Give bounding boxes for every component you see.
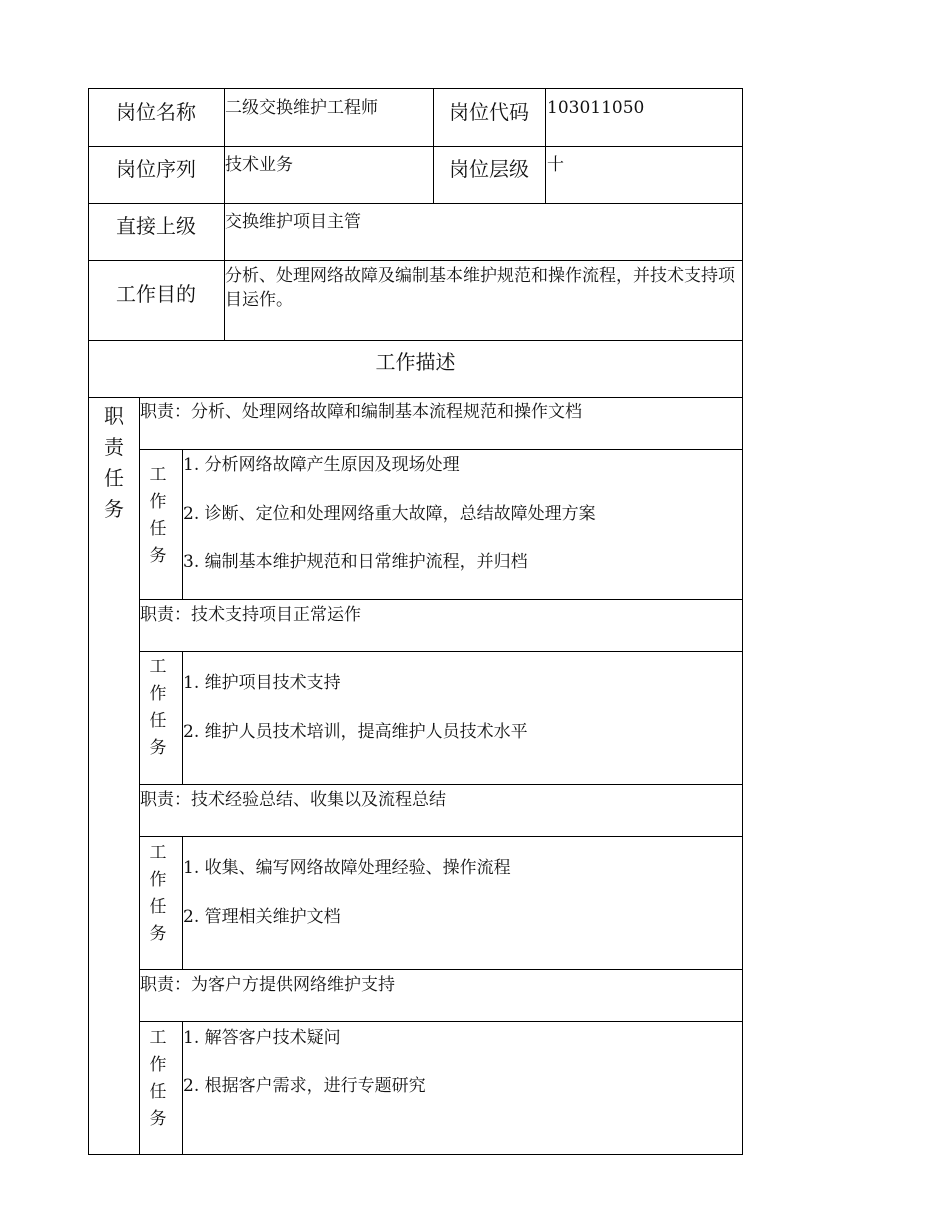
post-code-label: 岗位代码 bbox=[449, 100, 529, 124]
task-label: 工 作 任 务 bbox=[149, 465, 167, 566]
purpose-label: 工作目的 bbox=[116, 282, 196, 306]
supervisor-label: 直接上级 bbox=[116, 214, 196, 238]
col-divider bbox=[545, 88, 546, 203]
task-item: 1. 分析网络故障产生原因及现场处理 bbox=[183, 455, 460, 475]
task-item: 2. 诊断、定位和处理网络重大故障，总结故障处理方案 bbox=[183, 504, 596, 524]
row-divider bbox=[88, 203, 743, 204]
post-level-value: 十 bbox=[547, 155, 564, 175]
row-divider bbox=[139, 784, 743, 785]
task-item: 2. 管理相关维护文档 bbox=[183, 907, 341, 927]
post-code-value: 103011050 bbox=[547, 98, 645, 118]
row-divider bbox=[139, 651, 743, 652]
duty-section-label: 职 责 任 务 bbox=[104, 404, 124, 521]
purpose-value: 分析、处理网络故障及编制基本维护规范和操作流程，并技术支持项目运作。 bbox=[225, 266, 735, 310]
task-label: 工 作 任 务 bbox=[149, 1028, 167, 1129]
post-series-value: 技术业务 bbox=[225, 155, 293, 175]
duty-title: 职责：技术支持项目正常运作 bbox=[140, 605, 361, 625]
row-divider bbox=[139, 449, 743, 450]
duty-title: 职责：技术经验总结、收集以及流程总结 bbox=[140, 790, 446, 810]
row-divider bbox=[88, 146, 743, 147]
task-item: 2. 维护人员技术培训，提高维护人员技术水平 bbox=[183, 722, 528, 742]
duty-title: 职责：分析、处理网络故障和编制基本流程规范和操作文档 bbox=[140, 402, 582, 422]
row-divider bbox=[139, 599, 743, 600]
post-level-label: 岗位层级 bbox=[449, 157, 529, 181]
supervisor-value: 交换维护项目主管 bbox=[225, 212, 361, 232]
description-title: 工作描述 bbox=[375, 350, 456, 374]
task-label: 工 作 任 务 bbox=[149, 843, 167, 944]
row-divider bbox=[139, 969, 743, 970]
task-item: 1. 解答客户技术疑问 bbox=[183, 1028, 341, 1048]
row-divider bbox=[88, 340, 743, 341]
post-name-label: 岗位名称 bbox=[116, 100, 196, 124]
post-series-label: 岗位序列 bbox=[116, 157, 196, 181]
task-item: 1. 收集、编写网络故障处理经验、操作流程 bbox=[183, 858, 511, 878]
duty-title: 职责：为客户方提供网络维护支持 bbox=[140, 975, 395, 995]
row-divider bbox=[139, 836, 743, 837]
col-divider bbox=[139, 397, 140, 1155]
row-divider bbox=[88, 397, 743, 398]
post-name-value: 二级交换维护工程师 bbox=[225, 98, 378, 118]
task-item: 1. 维护项目技术支持 bbox=[183, 673, 341, 693]
task-item: 3. 编制基本维护规范和日常维护流程，并归档 bbox=[183, 552, 528, 572]
task-label: 工 作 任 务 bbox=[149, 657, 167, 758]
row-divider bbox=[139, 1021, 743, 1022]
row-divider bbox=[88, 260, 743, 261]
task-item: 2. 根据客户需求，进行专题研究 bbox=[183, 1076, 426, 1096]
